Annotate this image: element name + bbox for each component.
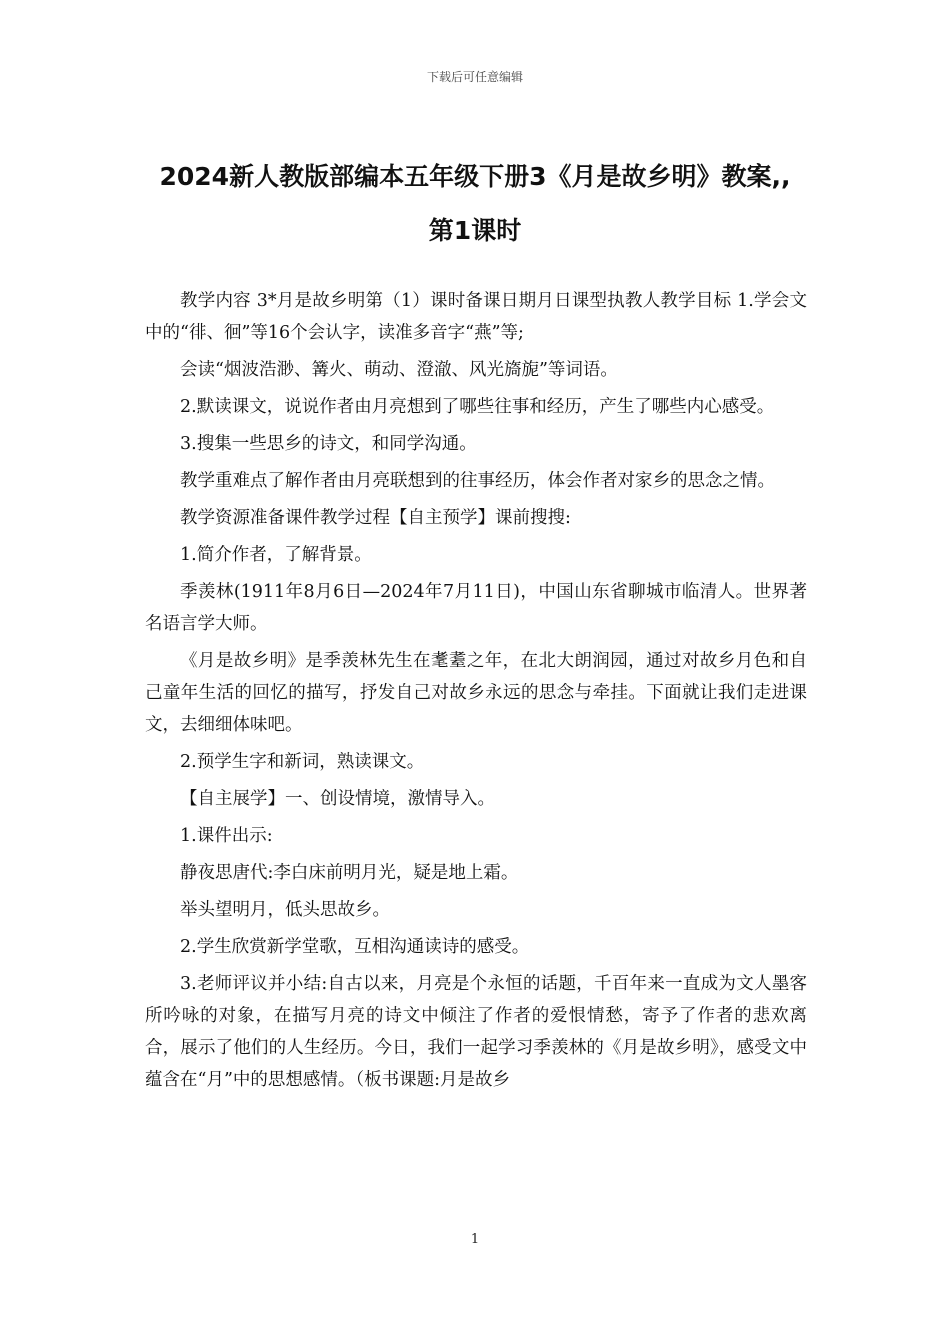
- paragraph: 2.学生欣赏新学堂歌，互相沟通读诗的感受。: [180, 937, 530, 957]
- paragraph: 教学内容 3*月是故乡明第（1）课时备课日期月日课型执教人教学目标 1.学会文中的“徘、徊”等16个会认字，读准多音字“燕”等;: [145, 291, 807, 343]
- paragraph: 2.默读课文，说说作者由月亮想到了哪些往事和经历，产生了哪些内心感受。: [180, 397, 775, 417]
- paragraph: 会读“烟波浩渺、篝火、萌动、澄澈、风光旖旎”等词语。: [180, 360, 618, 380]
- page-number: 1: [470, 1232, 480, 1247]
- title-line-1: 2024新人教版部编本五年级下册3《月是故乡明》教案,,: [159, 162, 791, 191]
- title-line-2: 第1课时: [428, 216, 522, 245]
- document-body: [145, 285, 807, 1101]
- paragraph: 静夜思唐代:李白床前明月光，疑是地上霜。: [180, 863, 519, 883]
- paragraph: 教学重难点了解作者由月亮联想到的往事经历，体会作者对家乡的思念之情。: [180, 471, 775, 491]
- paragraph: 《月是故乡明》是季羡林先生在耄耋之年，在北大朗润园，通过对故乡月色和自己童年生活的回忆的描写，抒发自己对故乡永远的思念与牵挂。下面就让我们走进课文，去细细体味吧。: [145, 651, 807, 735]
- paragraph: 3.老师评议并小结:自古以来，月亮是个永恒的话题，千百年来一直成为文人墨客所吟咏的对象，在描写月亮的诗文中倾注了作者的爱恨情愁，寄予了作者的悲欢离合，展示了他们的人生经历。今日，我们一起学习季羡林的《月是故乡明》，感受文中蕴含在“月”中的思想感情。（板书课题:月是故乡: [145, 974, 807, 1090]
- header-note: 下载后可任意编辑: [426, 70, 523, 84]
- paragraph: 3.搜集一些思乡的诗文，和同学沟通。: [180, 434, 477, 454]
- paragraph: 1.简介作者，了解背景。: [180, 545, 372, 565]
- paragraph: 举头望明月，低头思故乡。: [180, 900, 390, 920]
- paragraph: 2.预学生字和新词，熟读课文。: [180, 752, 425, 772]
- document-title: [130, 150, 820, 258]
- paragraph: 【自主展学】一、创设情境，激情导入。: [180, 789, 495, 809]
- paragraph: 季羡林(1911年8月6日—2024年7月11日)，中国山东省聊城市临清人。世界著名语言学大师。: [145, 582, 807, 634]
- paragraph: 教学资源准备课件教学过程【自主预学】课前搜搜:: [180, 508, 571, 528]
- paragraph: 1.课件出示:: [180, 826, 273, 846]
